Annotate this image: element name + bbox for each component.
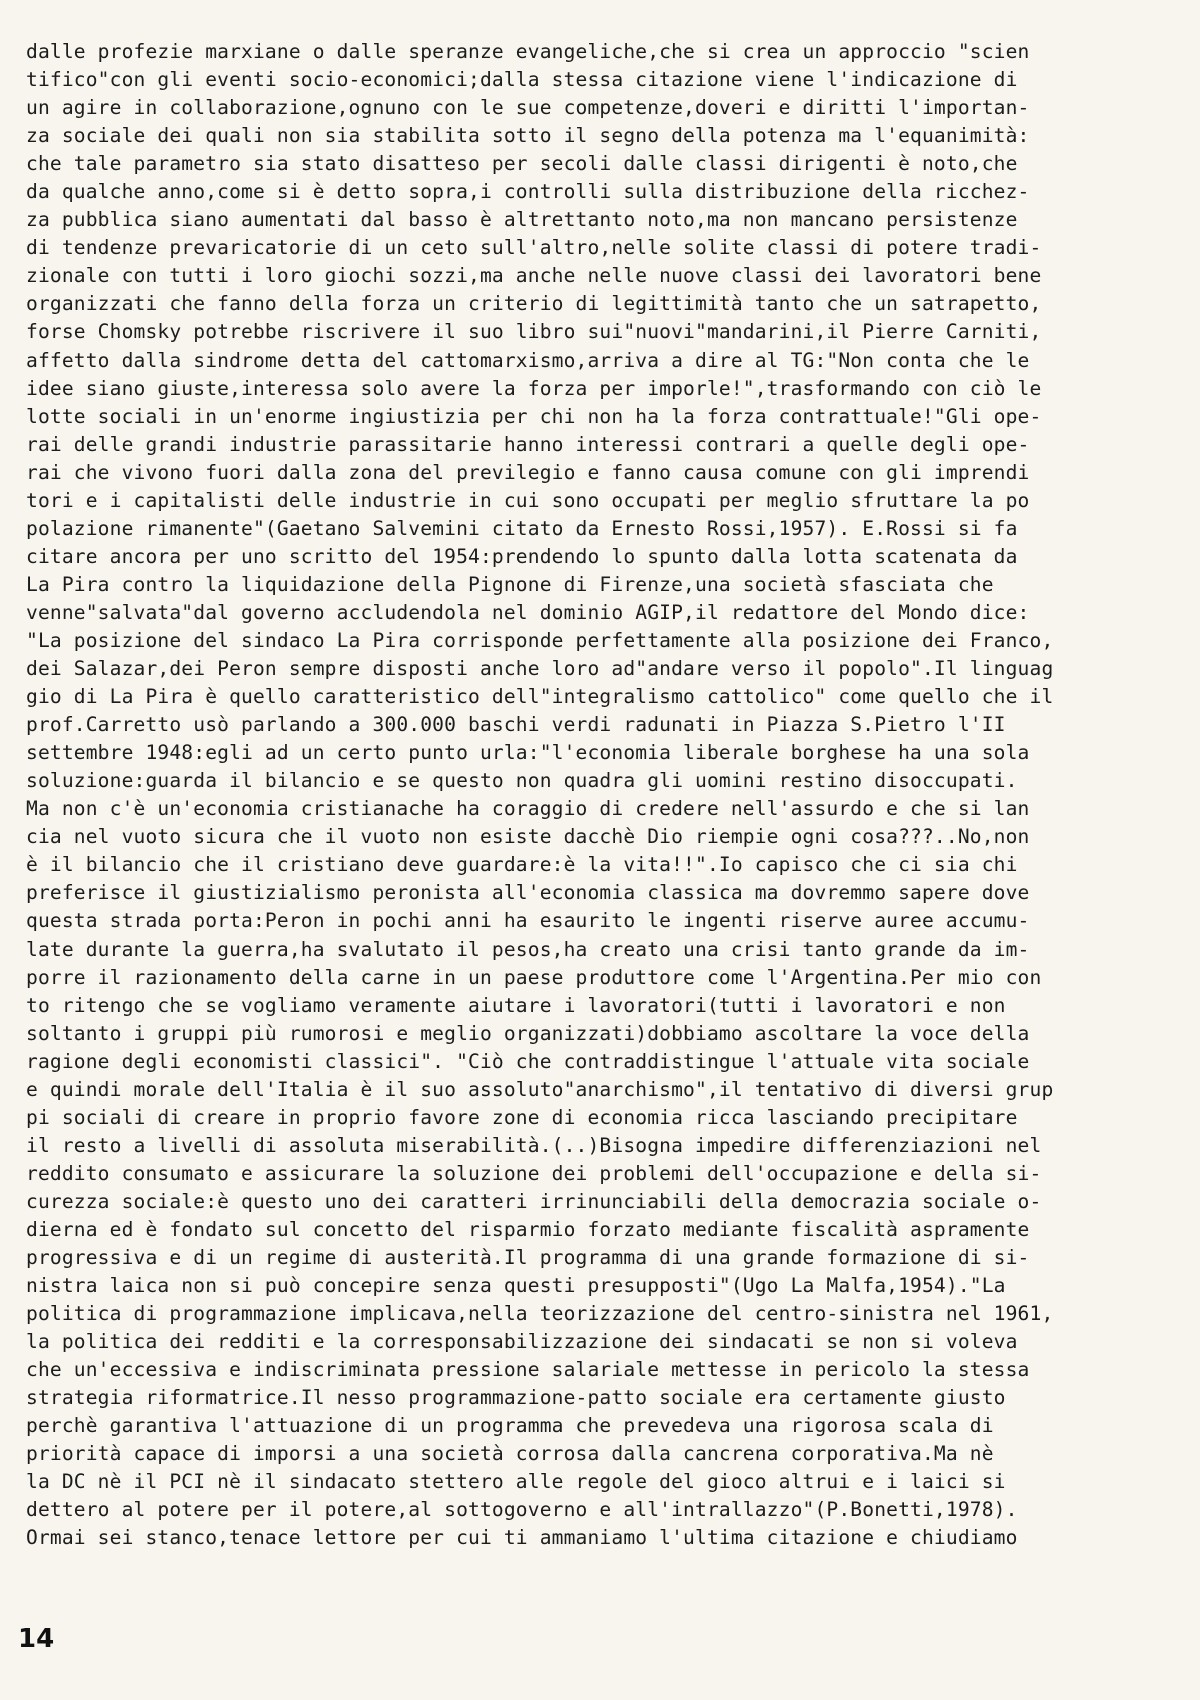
- text-line: nistra laica non si può concepire senza questi presupposti"(Ugo La Malfa,1954)."La: [26, 1274, 1006, 1298]
- text-line: late durante la guerra,ha svalutato il pesos,ha creato una crisi tanto grande da im-: [26, 937, 1030, 961]
- text-line: strategia riformatrice.Il nesso programmazione-patto sociale era certamente giusto: [26, 1386, 1006, 1410]
- text-line: la politica dei redditi e la corresponsabilizzazione dei sindacati se non si voleva: [26, 1330, 1018, 1354]
- text-line: dalle profezie marxiane o dalle speranze evangeliche,che si crea un approccio "scien: [26, 40, 1030, 63]
- text-line: da qualche anno,come si è detto sopra,i controlli sulla distribuzione della ricchez-: [26, 180, 1030, 204]
- text-line: polazione rimanente"(Gaetano Salvemini citato da Ernesto Rossi,1957). E.Rossi si fa: [26, 516, 1018, 540]
- text-line: cia nel vuoto sicura che il vuoto non esiste dacchè Dio riempie ogni cosa???..No,non: [26, 825, 1030, 849]
- text-line: che un'eccessiva e indiscriminata pressione salariale mettesse in pericolo la stessa: [26, 1358, 1030, 1382]
- text-line: la DC nè il PCI nè il sindacato stettero alle regole del gioco altrui e i laici si: [26, 1470, 1006, 1494]
- text-line: prof.Carretto usò parlando a 300.000 baschi verdi radunati in Piazza S.Pietro l'II: [26, 713, 1006, 737]
- body-text: [26, 38, 1176, 1553]
- text-line: La Pira contro la liquidazione della Pignone di Firenze,una società sfasciata che: [26, 572, 994, 596]
- text-line: ragione degli economisti classici". "Ciò che contraddistingue l'attuale vita sociale: [26, 1049, 1030, 1073]
- text-line: dei Salazar,dei Peron sempre disposti anche loro ad"andare verso il popolo".Il linguag: [26, 657, 1054, 681]
- text-line: perchè garantiva l'attuazione di un programma che prevedeva una rigorosa scala di: [26, 1414, 994, 1438]
- text-line: tifico"con gli eventi socio-economici;dalla stessa citazione viene l'indicazione di: [26, 68, 1018, 92]
- text-line: è il bilancio che il cristiano deve guardare:è la vita!!".Io capisco che ci sia chi: [26, 853, 1018, 877]
- text-line: soluzione:guarda il bilancio e se questo non quadra gli uomini restino disoccupati.: [26, 769, 1018, 793]
- text-line: gio di La Pira è quello caratteristico dell"integralismo cattolico" come quello che il: [26, 685, 1054, 709]
- text-line: di tendenze prevaricatorie di un ceto sull'altro,nelle solite classi di potere tradi-: [26, 236, 1042, 260]
- text-line: rai che vivono fuori dalla zona del previlegio e fanno causa comune con gli imprendi: [26, 460, 1030, 484]
- text-line: priorità capace di imporsi a una società corrosa dalla cancrena corporativa.Ma nè: [26, 1442, 994, 1466]
- text-line: preferisce il giustizialismo peronista all'economia classica ma dovremmo sapere dove: [26, 881, 1030, 905]
- text-line: progressiva e di un regime di austerità.Il programma di una grande formazione di si-: [26, 1246, 1030, 1270]
- text-line: tori e i capitalisti delle industrie in cui sono occupati per meglio sfruttare la po: [26, 488, 1030, 512]
- text-line: un agire in collaborazione,ognuno con le sue competenze,doveri e diritti l'importan-: [26, 96, 1030, 120]
- text-line: organizzati che fanno della forza un criterio di legittimità tanto che un satrapetto,: [26, 292, 1042, 316]
- text-line: dierna ed è fondato sul concetto del risparmio forzato mediante fiscalità aspramente: [26, 1217, 1030, 1241]
- text-line: za pubblica siano aumentati dal basso è altrettanto noto,ma non mancano persistenze: [26, 208, 1018, 232]
- text-line: citare ancora per uno scritto del 1954:prendendo lo spunto dalla lotta scatenata da: [26, 544, 1018, 568]
- text-line: idee siano giuste,interessa solo avere la forza per imporle!",trasformando con ciò le: [26, 376, 1042, 400]
- text-line: dettero al potere per il potere,al sottogoverno e all'intrallazzo"(P.Bonetti,1978).: [26, 1498, 1018, 1522]
- text-line: soltanto i gruppi più rumorosi e meglio organizzati)dobbiamo ascoltare la voce della: [26, 1021, 1030, 1045]
- text-line: za sociale dei quali non sia stabilita sotto il segno della potenza ma l'equanimità:: [26, 124, 1030, 148]
- text-line: politica di programmazione implicava,nella teorizzazione del centro-sinistra nel 1961,: [26, 1302, 1054, 1326]
- text-line: pi sociali di creare in proprio favore zone di economia ricca lasciando precipitare: [26, 1105, 1018, 1129]
- text-line: Ma non c'è un'economia cristianache ha coraggio di credere nell'assurdo e che si lan: [26, 797, 1030, 821]
- text-line: porre il razionamento della carne in un paese produttore come l'Argentina.Per mio con: [26, 965, 1042, 989]
- text-line: e quindi morale dell'Italia è il suo assoluto"anarchismo",il tentativo di diversi grup: [26, 1077, 1054, 1101]
- text-line: zionale con tutti i loro giochi sozzi,ma anche nelle nuove classi dei lavoratori bene: [26, 264, 1042, 288]
- text-line: Ormai sei stanco,tenace lettore per cui ti ammaniamo l'ultima citazione e chiudiamo: [26, 1526, 1018, 1550]
- page-number: 14: [18, 1624, 55, 1654]
- text-line: il resto a livelli di assoluta miserabilità.(..)Bisogna impedire differenziazioni nel: [26, 1133, 1042, 1157]
- text-line: "La posizione del sindaco La Pira corrisponde perfettamente alla posizione dei Franco,: [26, 628, 1054, 652]
- text-line: lotte sociali in un'enorme ingiustizia per chi non ha la forza contrattuale!"Gli ope-: [26, 404, 1042, 428]
- text-line: affetto dalla sindrome detta del cattomarxismo,arriva a dire al TG:"Non conta che le: [26, 348, 1030, 372]
- text-line: rai delle grandi industrie parassitarie hanno interessi contrari a quelle degli ope-: [26, 432, 1030, 456]
- text-line: reddito consumato e assicurare la soluzione dei problemi dell'occupazione e della si-: [26, 1161, 1042, 1185]
- text-line: venne"salvata"dal governo accludendola nel dominio AGIP,il redattore del Mondo dice:: [26, 600, 1030, 624]
- text-line: che tale parametro sia stato disatteso per secoli dalle classi dirigenti è noto,che: [26, 152, 1018, 176]
- text-line: settembre 1948:egli ad un certo punto urla:"l'economia liberale borghese ha una sola: [26, 741, 1030, 765]
- text-line: to ritengo che se vogliamo veramente aiutare i lavoratori(tutti i lavoratori e non: [26, 993, 1006, 1017]
- text-line: curezza sociale:è questo uno dei caratteri irrinunciabili della democrazia sociale o-: [26, 1189, 1042, 1213]
- text-line: forse Chomsky potrebbe riscrivere il suo libro sui"nuovi"mandarini,il Pierre Carniti,: [26, 320, 1042, 344]
- text-line: questa strada porta:Peron in pochi anni ha esaurito le ingenti riserve auree accumu-: [26, 909, 1030, 933]
